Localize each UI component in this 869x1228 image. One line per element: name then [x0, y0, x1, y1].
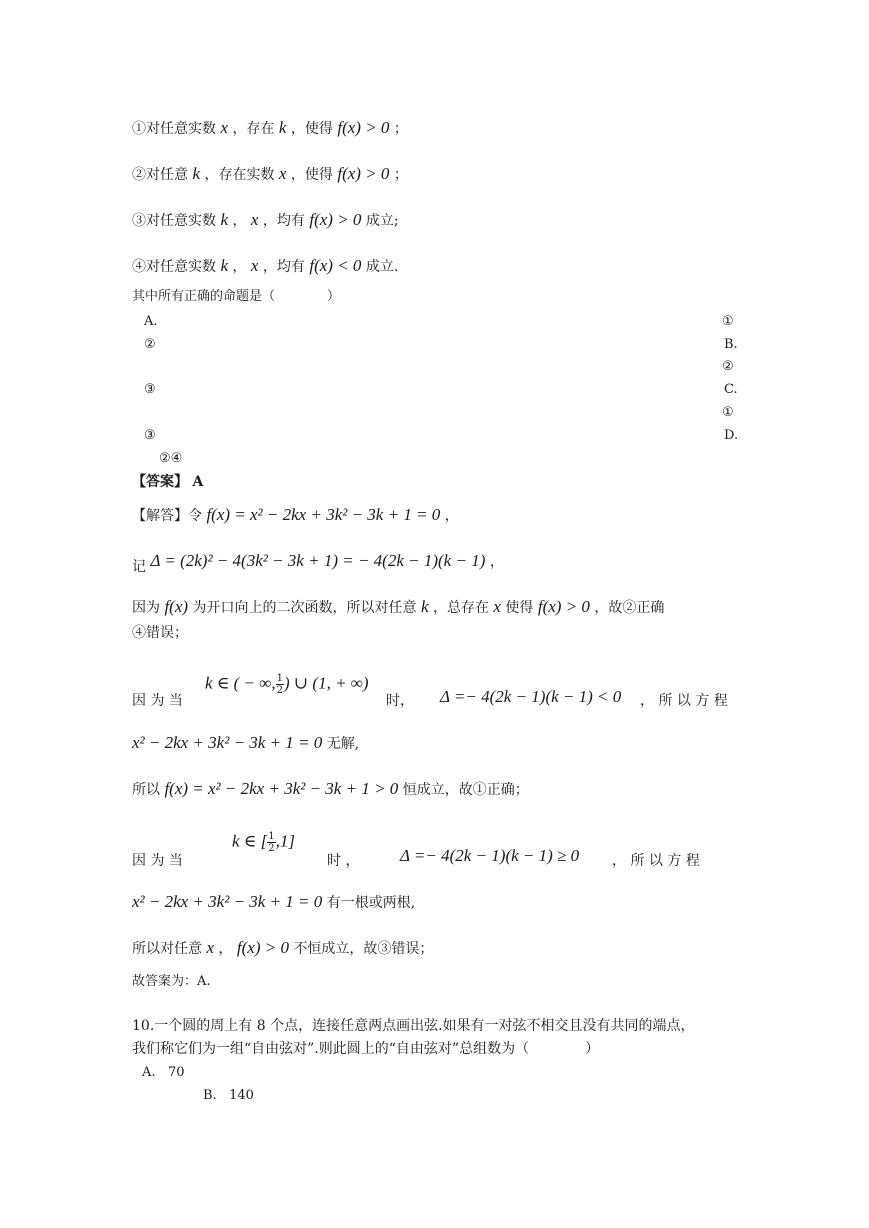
option-b-value-2: ③: [144, 382, 156, 397]
statement-2-prefix: ②对任意: [132, 167, 188, 183]
statement-3: [132, 210, 399, 231]
condition: f(x) > 0: [309, 210, 362, 229]
var-x: x: [278, 164, 287, 183]
statement-2-mid2: ，使得: [290, 167, 333, 183]
p3-b: 为开口向上的二次函数，所以对任意: [192, 600, 417, 616]
statement-3-mid2: ，均有: [262, 213, 305, 229]
statement-4: [132, 256, 398, 277]
p7-interval: [232, 831, 295, 854]
p4-b: 时，: [386, 693, 414, 709]
q10-a-value: 70: [167, 1065, 185, 1080]
p9-b: 不恒成立，故③错误；: [293, 941, 434, 957]
solution-line-2: [132, 551, 504, 575]
p9-x: x: [206, 938, 214, 957]
var-x: x: [250, 210, 259, 229]
q10-option-a: [142, 1064, 184, 1082]
p3-k: k: [420, 597, 429, 616]
p6-b: 恒成立，故①正确；: [402, 782, 529, 798]
p3-e: ，故②正确: [594, 600, 665, 616]
frac-den: 2: [276, 685, 284, 696]
p4-c: ， 所 以 方 程: [640, 693, 728, 709]
p9-cond: f(x) > 0: [236, 938, 289, 957]
p5-b: 无解,: [326, 736, 360, 752]
option-a-value-2: ②: [144, 337, 156, 352]
p3-f: f(x): [164, 597, 189, 616]
option-a-label: A.: [144, 314, 158, 329]
option-c-value-1: ①: [722, 405, 734, 420]
solution-line-8: [132, 892, 415, 913]
question-prompt: 其中所有正确的命题是（ ）: [132, 289, 341, 304]
q10-line-1: 10.一个圆的周上有 8 个点，连接任意两点画出弦.如果有一对弦不相交且没有共同的端点，: [132, 1018, 695, 1034]
p7-interval-end: ,1]: [275, 831, 295, 851]
p3-c: ，总存在: [432, 600, 489, 616]
var-k: k: [220, 210, 228, 229]
interval-start: k ∈ ( − ∞,: [205, 673, 276, 693]
q10-option-b: [203, 1087, 254, 1105]
condition: f(x) > 0: [337, 164, 390, 183]
option-d-label: D.: [724, 428, 739, 443]
p4-a: 因 为 当: [132, 693, 183, 709]
p7-c: ， 所 以 方 程: [612, 853, 700, 869]
statement-2-mid: ，存在实数: [204, 167, 275, 183]
var-k: k: [220, 256, 228, 275]
condition: f(x) < 0: [309, 256, 362, 275]
frac2-den: 2: [268, 843, 275, 854]
answer-line: [132, 472, 203, 492]
p5-eq: x² − 2kx + 3k² − 3k + 1 = 0: [132, 733, 323, 752]
final-answer: 故答案为：A.: [132, 974, 211, 989]
p7-b: 时 ，: [327, 853, 360, 869]
eq1-end: ，: [444, 508, 459, 524]
q10-a-label: A.: [142, 1065, 156, 1080]
p3-cond: f(x) > 0: [537, 597, 590, 616]
condition: f(x) > 0: [337, 118, 390, 137]
p3-x: x: [493, 597, 501, 616]
p4-delta: [440, 687, 621, 708]
statement-1-mid: ，存在: [232, 121, 275, 137]
p4-interval: [205, 673, 369, 696]
statement-2-end: ；: [393, 167, 408, 183]
var-k: k: [192, 164, 200, 183]
p4-delta-text: Δ =− 4(2k − 1)(k − 1) < 0: [440, 687, 622, 706]
var-k: k: [278, 118, 287, 137]
equation-1: f(x) = x² − 2kx + 3k² − 3k + 1 = 0: [206, 505, 441, 524]
fraction-half: [276, 673, 284, 696]
answer-value: A: [192, 474, 204, 490]
p6-eq: f(x) = x² − 2kx + 3k² − 3k + 1 > 0: [164, 779, 399, 798]
note-label: 记: [132, 559, 146, 575]
p9-sep: ，: [218, 941, 233, 957]
p7-delta: [400, 846, 579, 867]
frac-num: 1: [276, 673, 284, 684]
statement-3-sep: ，: [232, 213, 247, 229]
q10-b-value: 140: [229, 1088, 254, 1103]
statement-4-mid2: ，均有: [262, 259, 305, 275]
statement-1-end: ；: [393, 121, 408, 137]
p6-a: 所以: [132, 782, 160, 798]
q10-line-2: 我们称它们为一组“自由弦对”.则此圆上的“自由弦对”总组数为（ ）: [132, 1041, 600, 1057]
statement-4-sep: ，: [232, 259, 247, 275]
solution-label: 【解答】: [132, 508, 188, 524]
statement-3-end: 成立;: [365, 213, 399, 229]
p9-a: 所以对任意: [132, 941, 202, 957]
statement-3-prefix: ③对任意实数: [132, 213, 216, 229]
p3-d: 使得: [505, 600, 534, 616]
q10-b-label: B.: [203, 1088, 217, 1103]
solution-line-9: [132, 938, 433, 959]
statement-1-mid2: ，使得: [290, 121, 333, 137]
p8-eq: x² − 2kx + 3k² − 3k + 1 = 0: [132, 892, 323, 911]
p3-a: 因为: [132, 600, 160, 616]
answer-label: 【答案】: [132, 474, 188, 490]
option-c-label: C.: [724, 382, 738, 397]
p7-a: 因 为 当: [132, 853, 183, 869]
solution-line-5: [132, 733, 359, 754]
delta-end: ，: [489, 554, 504, 570]
solution-line-6: [132, 779, 529, 800]
frac2-num: 1: [268, 831, 275, 842]
var-x: x: [220, 118, 228, 137]
p8-b: 有一根或两根,: [326, 895, 416, 911]
statement-4-prefix: ④对任意实数: [132, 259, 216, 275]
statement-4-end: 成立.: [365, 259, 399, 275]
var-x: x: [250, 256, 259, 275]
option-b-label: B.: [724, 337, 738, 352]
p7-delta-text: Δ =− 4(2k − 1)(k − 1) ≥ 0: [400, 846, 580, 865]
statement-1: [132, 118, 408, 139]
solution-line-3b: ④错误；: [132, 625, 188, 641]
solution-line-1: [132, 505, 459, 526]
option-a-value-1: ①: [722, 314, 734, 329]
option-d-value: ②④: [159, 451, 183, 466]
solution-line-3: [132, 597, 664, 618]
statement-2: [132, 164, 408, 185]
option-b-value-1: ②: [722, 359, 734, 374]
option-c-value-2: ③: [144, 428, 156, 443]
interval-end: ) ∪ (1, + ∞): [284, 673, 369, 693]
solution-let: 令: [188, 508, 202, 524]
p7-interval-start: k ∈ [: [232, 831, 268, 851]
discriminant: Δ = (2k)² − 4(3k² − 3k + 1) = − 4(2k − 1)(k − 1): [150, 551, 486, 570]
fraction-half-2: [267, 831, 275, 854]
statement-1-prefix: ①对任意实数: [132, 121, 216, 137]
